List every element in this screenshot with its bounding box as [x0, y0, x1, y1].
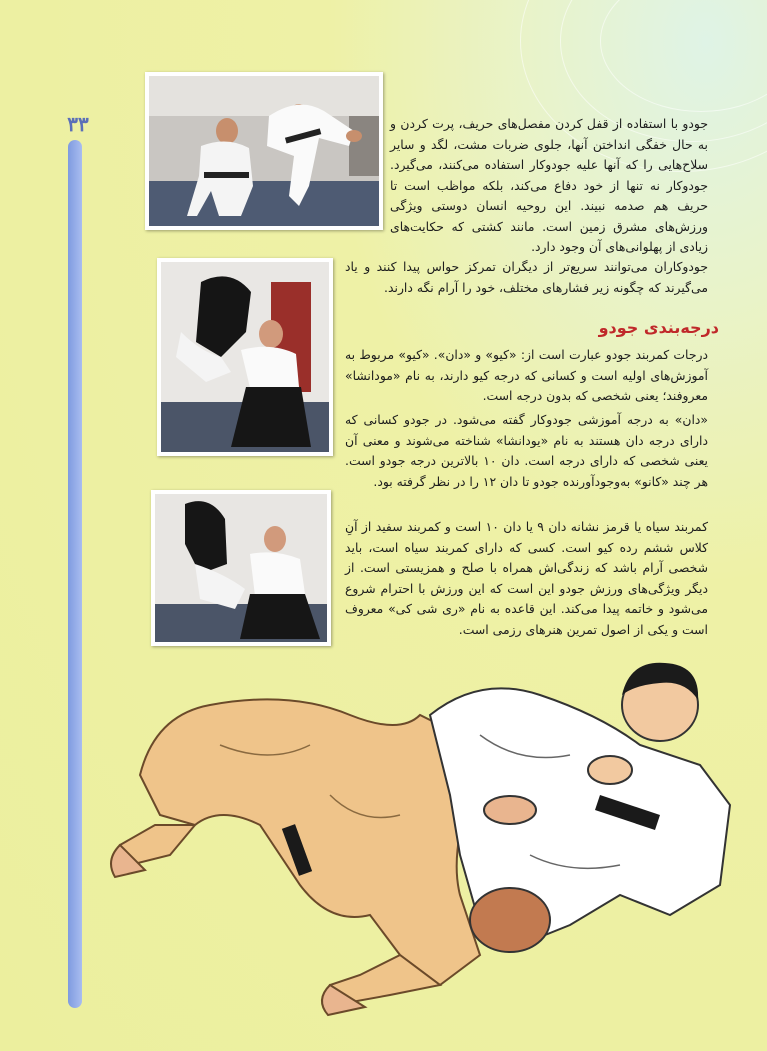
aikido-throw-photo [157, 258, 333, 456]
aikido-throw-image [161, 262, 329, 452]
intro-paragraph-1: جودو با استفاده از قفل کردن مفصل‌های حریف، پرت کردن و به حال خفگی انداختن آنها، جلوی ضربات مشت، لگد و سایر سلاح‌هایی را که آنها علیه جودوکار استفاده می‌کنند، می‌گیرد. جودوکار نه تنها از خود دفاع می‌کند، بلکه مواظب است تا حریف هم صدمه نبیند. این روحیه انسان دوستی ویژگی ورزش‌های مشرق زمین است. مانند کشتی که حکایت‌های زیادی از پهلوانی‌های آن وجود دارد. [390, 116, 708, 254]
grading-paragraph-3: کمربند سیاه یا قرمز نشانه دان ۹ یا دان ۱۰ است و کمربند سفید از آنِ کلاس ششم رده کیو است. کسی که دارای کمربند سیاه است، باید شخصی آرام باشد که زندگی‌اش همراه با صلح و همزیستی است. از دیگر ویژگی‌های ورزش جودو این است که این ورزش با احترام شروع می‌شود و خاتمه پیدا می‌کند. این قاعده به نام «ری شی کی» معروف است و یکی از اصول تمرین هنرهای رزمی است. [345, 519, 708, 637]
tan-gi-figure [140, 699, 480, 985]
intro-paragraph-2: جودوکاران می‌توانند سریع‌تر از دیگران تمرکز حواس پیدا کنند و یاد می‌گیرند که چگونه زیر فشارهای مختلف، خود را آرام نگه دارند. [345, 259, 708, 295]
grading-paragraph-2: «دان» به درجه آموزشی جودوکار گفته می‌شود. در جودو کسانی که دارای درجه دان هستند به نام «یودانشا» شناخته می‌شوند و معنی آن یعنی شخصی که دارای درجه است. دان ۱۰ بالاترین درجه جودو است. هر چند «کانو» به‌وجودآورنده جودو تا دان ۱۲ را در نظر گرفته بود. [345, 412, 708, 489]
aikido-takedown-image [155, 494, 327, 642]
aikido-takedown-photo [151, 490, 331, 646]
judoka-head-bottom [470, 888, 550, 952]
judo-throw-photo [145, 72, 383, 230]
page-number: ۳۳ [67, 112, 89, 136]
grading-paragraph-1: درجات کمربند جودو عبارت است از: «کیو» و «دان». «کیو» مربوط به آموزش‌های اولیه است و کسانی که درجه کیو دارند، به نام «مودانشا» معروفند؛ یعنی شخصی که بدون درجه است. [345, 347, 708, 403]
judo-groundwork-illustration [100, 655, 760, 1035]
page-sidebar-stripe [68, 140, 82, 1008]
section-heading: درجه‌بندی جودو [598, 318, 719, 337]
judo-throw-image [149, 76, 379, 226]
